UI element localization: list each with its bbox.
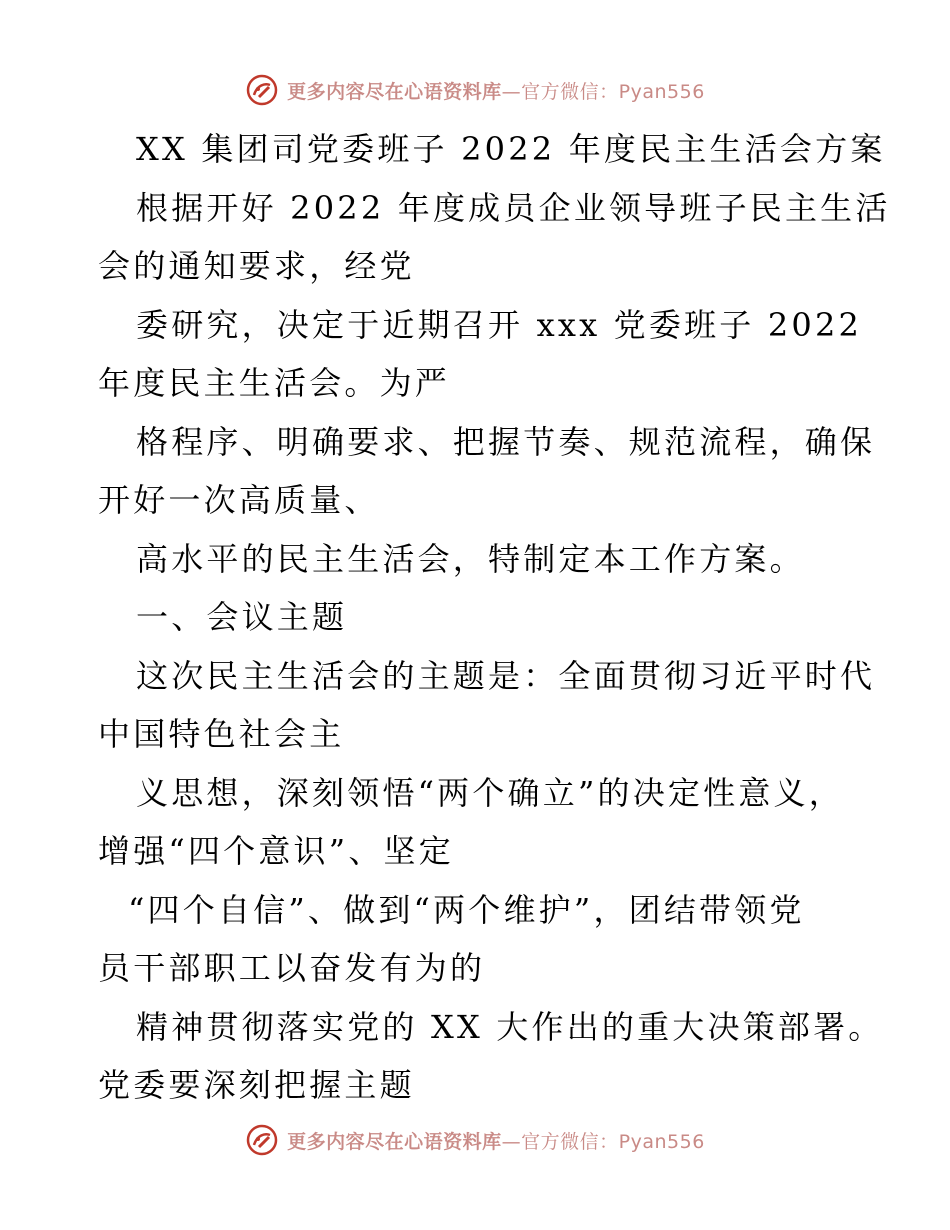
paragraph-line: 增强“四个意识”、坚定 — [98, 832, 454, 870]
paragraph-line: 中国特色社会主 — [98, 715, 345, 753]
paragraph-line: 精神贯彻落实党的 XX 大作出的重大决策部署。 — [136, 1007, 884, 1046]
footer-text — [287, 1127, 705, 1154]
seal-logo-icon — [245, 1123, 279, 1157]
header-text-sep: — — [501, 80, 522, 103]
paragraph-line: 委研究，决定于近期召开 xxx 党委班子 2022 — [136, 305, 863, 344]
footer-text-sep: — — [501, 1130, 522, 1153]
footer-text-wechat: 官方微信：Pyan556 — [521, 1130, 705, 1153]
footer-banner — [0, 1120, 950, 1160]
paragraph-line: 这次民主生活会的主题是：全面贯彻习近平时代 — [136, 656, 876, 695]
paragraph-line: 义思想，深刻领悟“两个确立”的决定性意义， — [136, 773, 844, 812]
paragraph-line: 会的通知要求，经党 — [98, 247, 415, 285]
footer-text-main: 更多内容尽在心语资料库 — [287, 1130, 502, 1153]
section-heading: 一、会议主题 — [136, 598, 348, 636]
document-body — [98, 120, 891, 1115]
paragraph-line: 开好一次高质量、 — [98, 481, 380, 519]
header-text-wechat: 官方微信：Pyan556 — [521, 80, 705, 103]
paragraph-line: 年度民主生活会。为严 — [98, 364, 451, 402]
header-banner — [0, 70, 950, 110]
document-title: XX 集团司党委班子 2022 年度民主生活会方案 — [136, 130, 886, 168]
paragraph-line: 高水平的民主生活会，特制定本工作方案。 — [136, 539, 805, 578]
paragraph-line: 格程序、明确要求、把握节奏、规范流程，确保 — [136, 422, 876, 461]
header-text — [287, 77, 705, 104]
paragraph-line: 根据开好 2022 年度成员企业领导班子民主生活 — [136, 188, 891, 227]
paragraph-line: 员干部职工以奋发有为的 — [98, 949, 486, 987]
header-text-main: 更多内容尽在心语资料库 — [287, 80, 502, 103]
paragraph-line: “四个自信”、做到“两个维护”，团结带领党 — [128, 890, 805, 929]
seal-logo-icon — [245, 73, 279, 107]
paragraph-line: 党委要深刻把握主题 — [98, 1066, 415, 1104]
